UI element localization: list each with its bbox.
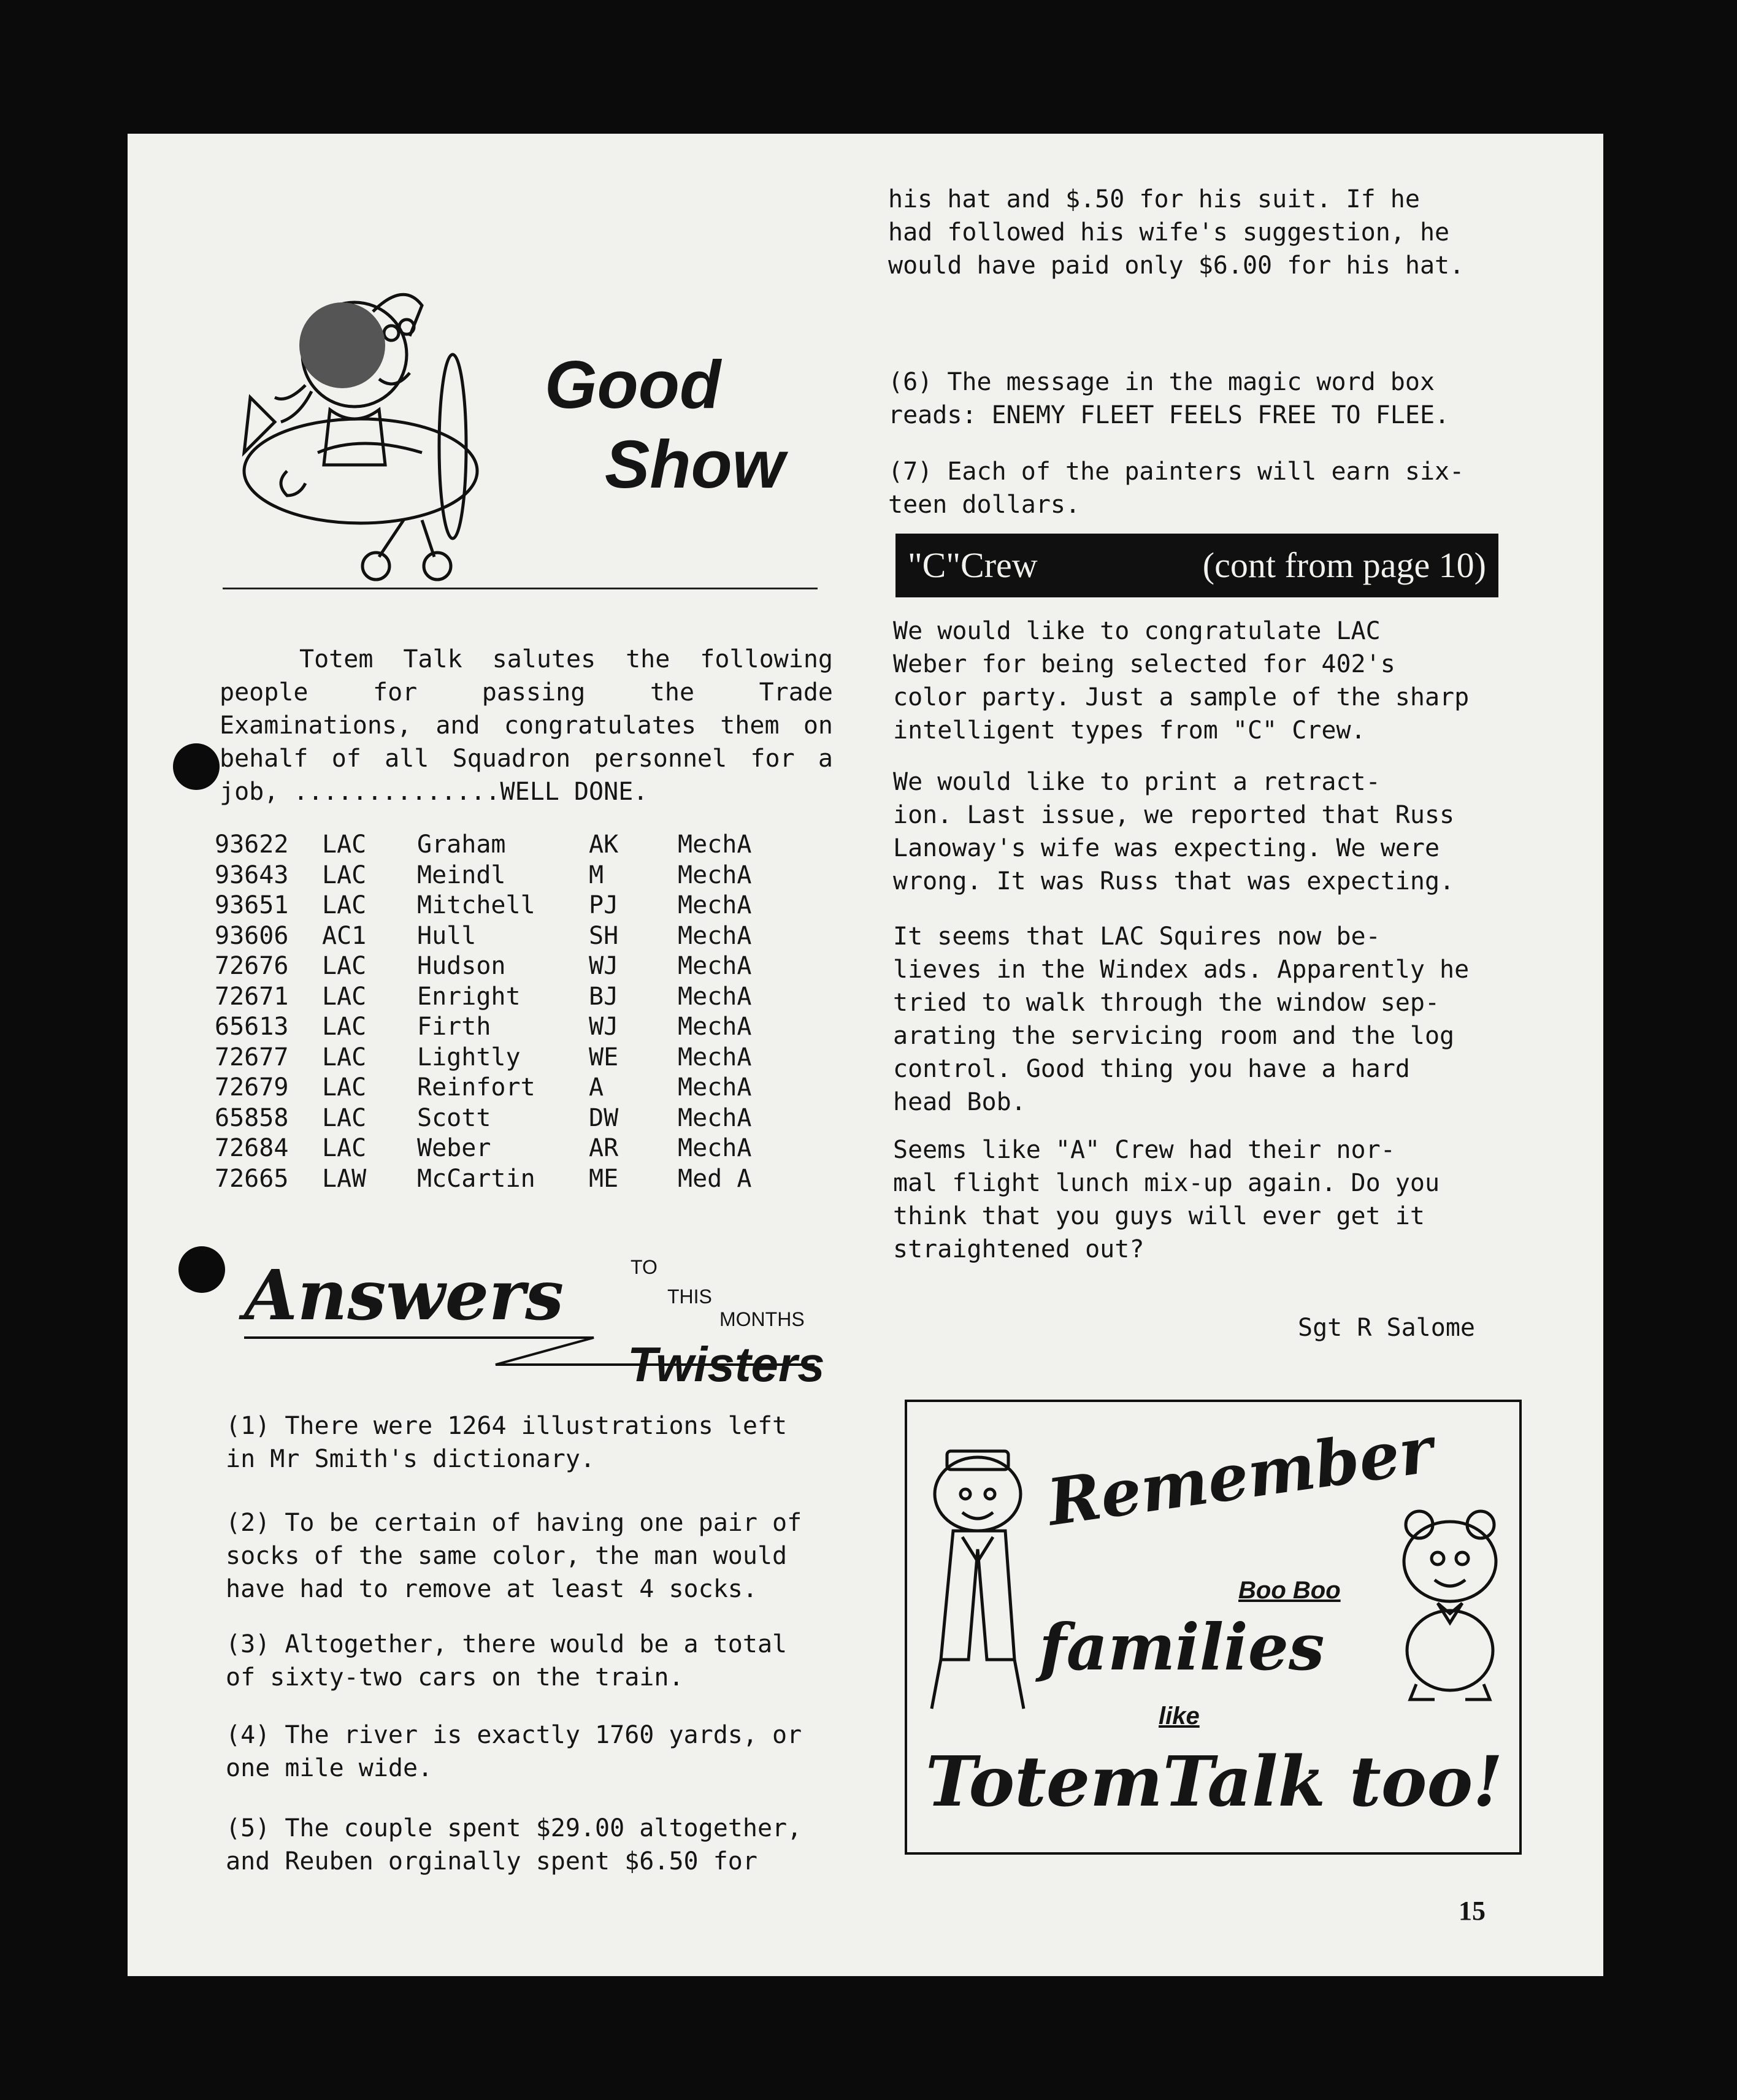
answer-1: (1) There were 1264 illustrations left in Mr Smith's dictionary. (226, 1412, 788, 1473)
trade-cell: MechA (678, 921, 752, 950)
c-crew-cont-note: (cont from page 10) (1202, 545, 1486, 585)
initials-cell: AK (589, 830, 619, 859)
table-row (215, 830, 764, 860)
trade-cell: MechA (678, 1043, 752, 1071)
page-number: 15 (1459, 1896, 1486, 1926)
yogi-bear-illustration (919, 1439, 1042, 1721)
trade-cell: MechA (678, 982, 752, 1011)
service-number-cell: 93643 (215, 860, 289, 889)
service-number-cell: 65613 (215, 1013, 289, 1041)
surname-cell: Hull (417, 921, 477, 950)
initials-cell: WJ (589, 952, 619, 980)
initials-cell: ME (589, 1164, 619, 1193)
trade-cell: MechA (678, 891, 752, 919)
surname-cell: Scott (417, 1103, 491, 1132)
surname-cell: Hudson (417, 952, 506, 980)
answer-2: (2) To be certain of having one pair of socks of the same color, the man would have had to remove at least 4 socks. (226, 1509, 802, 1603)
table-row (215, 1133, 764, 1164)
answers-to: TO (631, 1256, 658, 1278)
crew-paragraph-2: We would like to print a retract- ion. Last issue, we reported that Russ Lanoway's wife was expecting. We were wrong. It was Russ that was expecting. (893, 768, 1455, 895)
answer-6: (6) The message in the magic word box reads: ENEMY FLEET FEELS FREE TO FLEE. (888, 368, 1450, 429)
initials-cell: WE (589, 1043, 619, 1071)
crew-paragraph-4: Seems like "A" Crew had their nor- mal flight lunch mix-up again. Do you think that you guys will ever get it straightened out? (893, 1136, 1440, 1263)
rank-cell: LAC (322, 1103, 367, 1132)
trade-cell: Med A (678, 1164, 752, 1193)
initials-cell: DW (589, 1103, 619, 1132)
twisters-title: Twisters (627, 1337, 825, 1392)
service-number-cell: 72671 (215, 982, 289, 1011)
crew-signature: Sgt R Salome (1298, 1314, 1475, 1342)
initials-cell: AR (589, 1134, 619, 1162)
ad-like: like (1159, 1703, 1200, 1730)
surname-cell: Firth (417, 1013, 491, 1041)
surname-cell: Enright (417, 982, 521, 1011)
table-row (215, 951, 764, 982)
rank-cell: LAC (322, 860, 367, 889)
rank-cell: LAW (322, 1164, 367, 1193)
service-number-cell: 65858 (215, 1103, 289, 1132)
surname-cell: McCartin (417, 1164, 535, 1193)
service-number-cell: 72676 (215, 952, 289, 980)
table-row (215, 1012, 764, 1043)
table-row (215, 891, 764, 921)
ad-boo-boo: Boo Boo (1238, 1577, 1341, 1604)
initials-cell: PJ (589, 891, 619, 919)
binder-hole-bottom (178, 1246, 225, 1293)
surname-cell: Weber (417, 1134, 491, 1162)
service-number-cell: 72679 (215, 1073, 289, 1102)
service-number-cell: 93651 (215, 891, 289, 919)
surname-cell: Mitchell (417, 891, 535, 919)
table-row (215, 860, 764, 891)
remember-ad (905, 1400, 1522, 1855)
table-row (215, 1043, 764, 1073)
c-crew-heading-bar (895, 534, 1498, 597)
boo-boo-illustration (1392, 1506, 1508, 1703)
initials-cell: SH (589, 921, 619, 950)
initials-cell: WJ (589, 1013, 619, 1041)
trade-exam-table (215, 830, 764, 1194)
rank-cell: LAC (322, 830, 367, 859)
initials-cell: A (589, 1073, 604, 1102)
table-row (215, 921, 764, 952)
c-crew-heading: "C"Crew (908, 545, 1038, 585)
rank-cell: LAC (322, 1043, 367, 1071)
service-number-cell: 72665 (215, 1164, 289, 1193)
table-row (215, 1164, 764, 1195)
answer-5-continued: his hat and $.50 for his suit. If he had followed his wife's suggestion, he would have paid only $6.00 for his hat. (888, 185, 1465, 280)
good-show-intro: Totem Talk salutes the following people for passing the Trade Examinations, and congratulates them on behalf of all Squadron personnel for a job, ..............WELL DONE. (220, 645, 833, 806)
ad-families: families (1039, 1609, 1325, 1685)
trade-cell: MechA (678, 830, 752, 859)
trade-cell: MechA (678, 952, 752, 980)
good-show-title-line1: Good (545, 347, 721, 423)
newsletter-page (128, 134, 1603, 1976)
service-number-cell: 72677 (215, 1043, 289, 1071)
answer-7: (7) Each of the painters will earn six- teen dollars. (888, 458, 1465, 519)
rank-cell: LAC (322, 1134, 367, 1162)
answer-4: (4) The river is exactly 1760 yards, or one mile wide. (226, 1721, 802, 1782)
trade-cell: MechA (678, 1013, 752, 1041)
crew-paragraph-3: It seems that LAC Squires now be- lieves in the Windex ads. Apparently he tried to walk through the window sep- arating the servicing room and the log control. Good thing you have a hard head Bob. (893, 922, 1470, 1116)
rank-cell: LAC (322, 891, 367, 919)
service-number-cell: 72684 (215, 1134, 289, 1162)
table-row (215, 982, 764, 1013)
rank-cell: LAC (322, 952, 367, 980)
good-show-title-line2: Show (605, 427, 785, 502)
surname-cell: Meindl (417, 860, 506, 889)
section-divider (223, 588, 818, 589)
answers-title: Answers (244, 1255, 564, 1336)
service-number-cell: 93606 (215, 921, 289, 950)
answer-3: (3) Altogether, there would be a total of sixty-two cars on the train. (226, 1630, 788, 1692)
rank-cell: LAC (322, 1013, 367, 1041)
rank-cell: LAC (322, 1073, 367, 1102)
trade-cell: MechA (678, 1073, 752, 1102)
table-row (215, 1073, 764, 1103)
rank-cell: LAC (322, 982, 367, 1011)
crew-paragraph-1: We would like to congratulate LAC Weber for being selected for 402's color party. Just a sample of the sharp intelligent types from "C" Crew. (893, 617, 1470, 745)
trade-cell: MechA (678, 1103, 752, 1132)
ad-remember: Remember (1043, 1411, 1438, 1541)
service-number-cell: 93622 (215, 830, 289, 859)
answers-this: THIS (667, 1286, 712, 1308)
answers-months: MONTHS (719, 1308, 805, 1330)
surname-cell: Lightly (417, 1043, 521, 1071)
table-row (215, 1103, 764, 1134)
trade-cell: MechA (678, 860, 752, 889)
ad-totem-talk-too: TotemTalk too! (926, 1742, 1503, 1822)
trade-cell: MechA (678, 1134, 752, 1162)
rank-cell: AC1 (322, 921, 367, 950)
answer-5: (5) The couple spent $29.00 altogether, and Reuben orginally spent $6.50 for (226, 1814, 802, 1876)
binder-hole-top (173, 743, 220, 790)
pilot-airplane-illustration (220, 269, 649, 594)
initials-cell: M (589, 860, 604, 889)
initials-cell: BJ (589, 982, 619, 1011)
surname-cell: Graham (417, 830, 506, 859)
surname-cell: Reinfort (417, 1073, 535, 1102)
